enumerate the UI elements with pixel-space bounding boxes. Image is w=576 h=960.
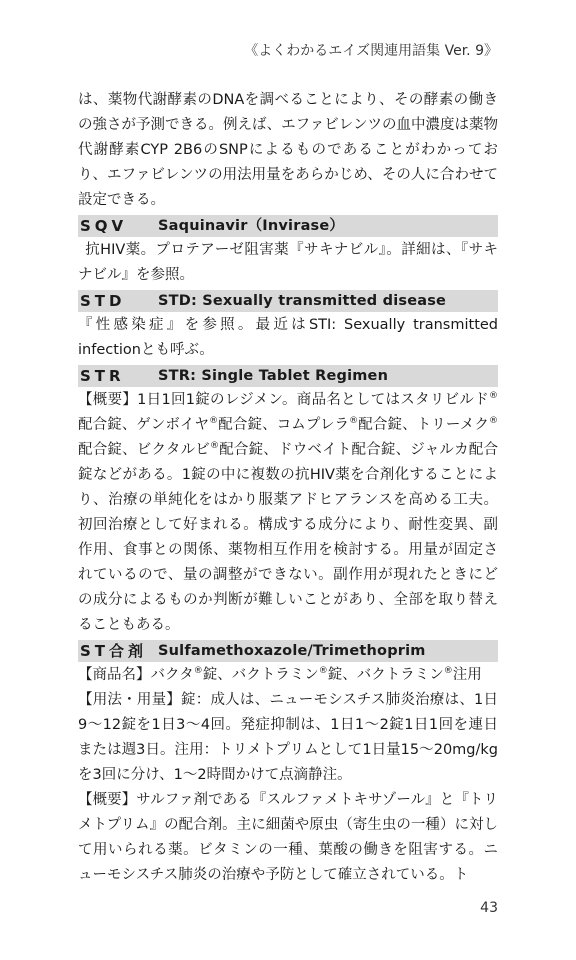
text-run: 配合錠、トリーメク — [358, 417, 489, 433]
term-english: STD: Sexually transmitted disease — [158, 293, 447, 309]
page-body — [78, 88, 498, 888]
text-run: 【商品名】バクタ — [78, 667, 194, 683]
text-run: 錠、バクトラミン — [327, 667, 444, 683]
term-body-sqv: 抗HIV薬。プロテアーゼ阻害薬『サキナビル』。詳細は、『サキナビル』を参照。 — [78, 242, 498, 283]
term-english: Saquinavir（Invirase） — [158, 218, 345, 234]
term-summary-st: 【概要】サルファ剤である『スルファメトキサゾール』と『トリメトプリム』の配合剤。主に細菌や原虫（寄生虫の一種）に対して用いられる薬。ビタミンの一種、葉酸の働きを阻害する。ニューモシスチス肺炎の治療や予防として確立されている。ト — [78, 792, 498, 883]
registered-mark: ® — [489, 391, 498, 402]
registered-mark: ® — [489, 416, 498, 427]
term-key: SQV — [80, 217, 128, 235]
term-heading-sqv — [78, 215, 498, 237]
term-heading-st — [78, 640, 498, 662]
text-run: 配合錠、ドウベイト配合錠、ジャルカ配合錠などがある。1錠の中に複数の抗HIV薬を合剤化することにより、治療の単純化をはかり服薬アドヒアランスを高める工夫。初回治療として好まれる。構成する成分により、耐性変異、副作用、食事との関係、薬物相互作用を検討する。用量が固定されているので、量の調整ができない。副作用が現れたときにどの成分によるものか判断が難しいことがあり、全部を取り替えることもある。 — [78, 442, 498, 633]
registered-mark: ® — [209, 416, 219, 427]
text-run: 配合錠、ゲンボイヤ — [78, 417, 210, 433]
running-header: 《よくわかるエイズ関連用語集 Ver. 9》 — [244, 43, 498, 59]
registered-mark: ® — [318, 666, 328, 677]
term-dosage-st: 【用法・用量】錠：成人は、ニューモシスチス肺炎治療は、1日9〜12錠を1日3〜4回。発症抑制は、1日1〜2錠1日1回を連日または週3日。注用：トリメトプリムとして1日量15〜20mg/kgを3回に分け、1〜2時間かけて点滴静注。 — [78, 692, 498, 783]
text-run: 注用 — [452, 667, 482, 683]
text-run: 錠、バクトラミン — [202, 667, 319, 683]
term-key: STR — [80, 367, 125, 385]
registered-mark: ® — [443, 666, 453, 677]
registered-mark: ® — [210, 441, 219, 452]
term-english: STR: Single Tablet Regimen — [158, 368, 389, 384]
text-run: 【概要】1日1回1錠のレジメン。商品名としてはスタリビルド — [78, 392, 489, 408]
term-key: STD — [80, 292, 126, 310]
term-heading-str — [78, 365, 498, 387]
intro-paragraph: は、薬物代謝酵素のDNAを調べることにより、その酵素の働きの強さが予測できる。例えば、エファビレンツの血中濃度は薬物代謝酵素CYP 2B6のSNPによるものであることがわかっており、エファビレンツの用法用量をあらかじめ、その人に合わせて設定できる。 — [78, 92, 498, 208]
term-body-str — [78, 388, 498, 638]
text-run: 配合錠、ビクタルビ — [78, 442, 210, 458]
text-run: 配合錠、コムプレラ — [218, 417, 350, 433]
registered-mark: ® — [349, 416, 359, 427]
page-number: 43 — [480, 900, 498, 916]
registered-mark: ® — [193, 666, 203, 677]
term-english: Sulfamethoxazole/Trimethoprim — [158, 643, 426, 659]
term-heading-std — [78, 290, 498, 312]
term-key: ST合剤 — [80, 642, 148, 660]
term-brand-st — [78, 663, 498, 688]
term-body-std: 『性感染症』を参照。最近はSTI: Sexually transmitted infectionとも呼ぶ。 — [78, 317, 498, 358]
